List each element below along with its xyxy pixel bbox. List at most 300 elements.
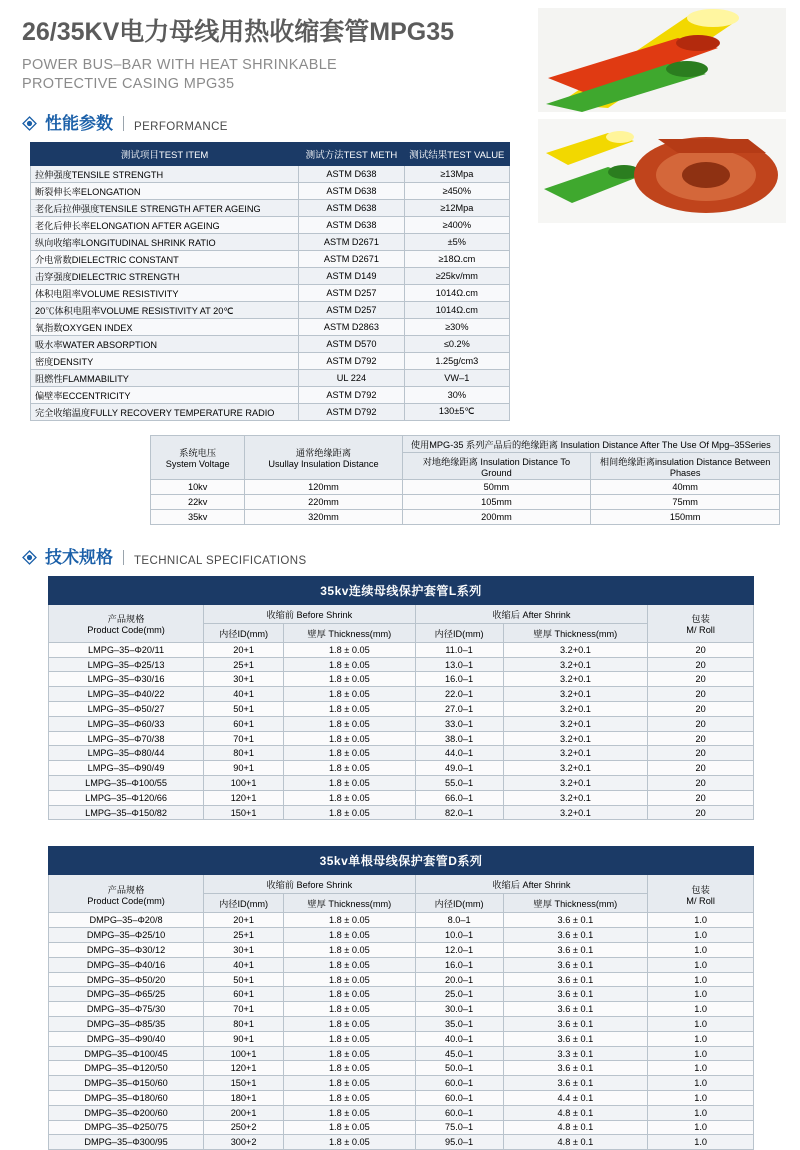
table-cell: 20 <box>648 746 754 761</box>
table-cell: 120mm <box>245 479 402 494</box>
table-cell: 35kv <box>151 509 245 524</box>
product-photo-tubes <box>538 8 786 112</box>
table-cell: ≤0.2% <box>404 335 509 352</box>
insu-header-usual: 通常绝缘距离 Usullay Insulation Distance <box>245 435 402 479</box>
table-cell: DMPG–35–Φ180/60 <box>49 1091 204 1106</box>
table-cell: 60+1 <box>204 716 284 731</box>
table-cell: 3.2+0.1 <box>503 805 648 820</box>
table-row <box>151 494 780 509</box>
table-cell: 30+1 <box>204 672 284 687</box>
table-cell: 49.0–1 <box>415 761 503 776</box>
table-cell: 3.2+0.1 <box>503 746 648 761</box>
spec-table-d-series <box>48 846 754 1150</box>
table-cell: 100+1 <box>204 1046 284 1061</box>
table-cell: 16.0–1 <box>415 957 503 972</box>
table-cell: 60.0–1 <box>415 1076 503 1091</box>
table-cell: 8.0–1 <box>415 913 503 928</box>
table-cell: 20 <box>648 776 754 791</box>
table-cell: 1.8 ± 0.05 <box>284 1091 415 1106</box>
table-row <box>49 642 754 657</box>
table-row <box>49 731 754 746</box>
table-row <box>31 369 510 386</box>
table-cell: 40+1 <box>204 687 284 702</box>
spec-d-sub-after-thk: 壁厚 Thickness(mm) <box>503 894 648 913</box>
table-cell: DMPG–35–Φ90/40 <box>49 1031 204 1046</box>
spec-l-banner: 35kv连续母线保护套管L系列 <box>49 576 754 604</box>
diamond-bullet-icon <box>22 550 37 565</box>
table-cell: 150+1 <box>204 1076 284 1091</box>
spec-l-sub-after-id: 内径ID(mm) <box>415 623 503 642</box>
table-cell: ≥18Ω.cm <box>404 250 509 267</box>
table-cell: 22.0–1 <box>415 687 503 702</box>
table-cell: 20+1 <box>204 642 284 657</box>
table-cell: 1.8 ± 0.05 <box>284 1031 415 1046</box>
insu-subheader-ground: 对地绝缘距离 Insulation Distance To Ground <box>402 452 591 479</box>
table-row <box>49 687 754 702</box>
table-cell: 20 <box>648 716 754 731</box>
table-cell: 老化后拉伸强度TENSILE STRENGTH AFTER AGEING <box>31 199 299 216</box>
table-cell: 1.8 ± 0.05 <box>284 913 415 928</box>
table-cell: 50mm <box>402 479 591 494</box>
spec-l-header-after: 收缩后 After Shrink <box>415 604 648 623</box>
table-cell: 3.2+0.1 <box>503 776 648 791</box>
table-cell: 10.0–1 <box>415 928 503 943</box>
table-cell: 3.2+0.1 <box>503 716 648 731</box>
table-row <box>31 301 510 318</box>
table-cell: 断裂伸长率ELONGATION <box>31 182 299 199</box>
table-cell: 50.0–1 <box>415 1061 503 1076</box>
performance-table <box>30 142 510 421</box>
product-photos <box>538 8 786 230</box>
heading-divider <box>123 550 124 565</box>
page-header <box>0 0 520 95</box>
table-cell: 3.2+0.1 <box>503 672 648 687</box>
table-row <box>31 165 510 182</box>
table-cell: 82.0–1 <box>415 805 503 820</box>
table-cell: DMPG–35–Φ40/16 <box>49 957 204 972</box>
insu-subheader-phases: 相间绝缘距离insulation Distance Between Phases <box>591 452 780 479</box>
table-row <box>49 1031 754 1046</box>
table-row <box>49 805 754 820</box>
table-cell: 纵向收缩率LONGITUDINAL SHRINK RATIO <box>31 233 299 250</box>
table-cell: 20 <box>648 761 754 776</box>
table-row <box>49 716 754 731</box>
table-cell: 105mm <box>402 494 591 509</box>
product-photo-rolls <box>538 119 786 223</box>
table-cell: 老化后伸长率ELONGATION AFTER AGEING <box>31 216 299 233</box>
table-cell: 介电常数DIELECTRIC CONSTANT <box>31 250 299 267</box>
table-cell: 偏壁率ECCENTRICITY <box>31 386 299 403</box>
table-row <box>31 335 510 352</box>
table-cell: ASTM D257 <box>299 301 404 318</box>
page-subtitle-line1: POWER BUS–BAR WITH HEAT SHRINKABLE <box>22 56 338 73</box>
table-cell: 1.8 ± 0.05 <box>284 716 415 731</box>
table-cell: 3.6 ± 0.1 <box>503 928 648 943</box>
table-cell: 25.0–1 <box>415 987 503 1002</box>
table-cell: DMPG–35–Φ200/60 <box>49 1105 204 1120</box>
table-cell: 1.0 <box>648 1120 754 1135</box>
table-row <box>49 972 754 987</box>
table-cell: 1.0 <box>648 1076 754 1091</box>
table-cell: 90+1 <box>204 761 284 776</box>
table-cell: 44.0–1 <box>415 746 503 761</box>
table-row <box>31 250 510 267</box>
spec-l-header-pack: 包装 M/ Roll <box>648 604 754 642</box>
table-cell: DMPG–35–Φ75/30 <box>49 1002 204 1017</box>
table-cell: ASTM D149 <box>299 267 404 284</box>
table-cell: 20℃体积电阻率VOLUME RESISTIVITY AT 20℃ <box>31 301 299 318</box>
table-cell: 1.8 ± 0.05 <box>284 805 415 820</box>
table-cell: 3.6 ± 0.1 <box>503 957 648 972</box>
spec-d-header-product: 产品规格 Product Code(mm) <box>49 875 204 913</box>
table-cell: 20 <box>648 702 754 717</box>
table-row <box>49 1105 754 1120</box>
section-technical-title-cn: 技术规格 <box>45 547 113 567</box>
table-cell: 90+1 <box>204 1031 284 1046</box>
spec-l-sub-before-id: 内径ID(mm) <box>204 623 284 642</box>
table-cell: 1.8 ± 0.05 <box>284 1135 415 1150</box>
table-cell: ≥13Mpa <box>404 165 509 182</box>
table-cell: 1.0 <box>648 1017 754 1032</box>
table-cell: 180+1 <box>204 1091 284 1106</box>
table-cell: 30.0–1 <box>415 1002 503 1017</box>
table-cell: 1.8 ± 0.05 <box>284 790 415 805</box>
table-cell: ASTM D2863 <box>299 318 404 335</box>
table-cell: 1.8 ± 0.05 <box>284 987 415 1002</box>
table-row <box>49 1091 754 1106</box>
table-cell: 3.6 ± 0.1 <box>503 943 648 958</box>
table-cell: ≥30% <box>404 318 509 335</box>
table-cell: ASTM D638 <box>299 165 404 182</box>
spec-l-header-before: 收缩前 Before Shrink <box>204 604 415 623</box>
table-row <box>49 1017 754 1032</box>
table-cell: 3.2+0.1 <box>503 657 648 672</box>
table-row <box>49 1120 754 1135</box>
table-cell: LMPG–35–Φ90/49 <box>49 761 204 776</box>
table-cell: 1.8 ± 0.05 <box>284 672 415 687</box>
table-row <box>49 1135 754 1150</box>
insu-header-group: 使用MPG-35 系列产品后的绝缘距离 Insulation Distance After The Use Of Mpg–35Series <box>402 435 779 452</box>
table-row <box>31 284 510 301</box>
table-cell: 70+1 <box>204 731 284 746</box>
insulation-distance-table <box>150 435 780 525</box>
table-cell: 3.6 ± 0.1 <box>503 1002 648 1017</box>
table-cell: 40mm <box>591 479 780 494</box>
page-title: 26/35KV电力母线用热收缩套管MPG35 <box>22 18 455 46</box>
table-row <box>49 957 754 972</box>
table-cell: 66.0–1 <box>415 790 503 805</box>
table-row <box>151 509 780 524</box>
table-row <box>31 199 510 216</box>
table-row <box>49 702 754 717</box>
heading-divider <box>123 116 124 131</box>
table-cell: 3.6 ± 0.1 <box>503 972 648 987</box>
table-row <box>49 928 754 943</box>
table-cell: LMPG–35–Φ80/44 <box>49 746 204 761</box>
table-row <box>49 1076 754 1091</box>
table-cell: 20 <box>648 657 754 672</box>
table-cell: 1.8 ± 0.05 <box>284 1120 415 1135</box>
table-cell: 120+1 <box>204 790 284 805</box>
table-cell: 4.8 ± 0.1 <box>503 1105 648 1120</box>
table-cell: 50+1 <box>204 972 284 987</box>
table-cell: VW–1 <box>404 369 509 386</box>
spec-d-header-before: 收缩前 Before Shrink <box>204 875 415 894</box>
section-technical-title-en: TECHNICAL SPECIFICATIONS <box>134 554 307 567</box>
table-cell: DMPG–35–Φ65/25 <box>49 987 204 1002</box>
section-performance-title-cn: 性能参数 <box>45 113 113 133</box>
table-cell: LMPG–35–Φ20/11 <box>49 642 204 657</box>
table-cell: 1014Ω.cm <box>404 301 509 318</box>
table-cell: 25+1 <box>204 657 284 672</box>
table-cell: ASTM D792 <box>299 352 404 369</box>
table-cell: 1.0 <box>648 1091 754 1106</box>
table-row <box>49 761 754 776</box>
spec-d-body <box>49 913 754 1150</box>
table-cell: 20 <box>648 731 754 746</box>
table-cell: 70+1 <box>204 1002 284 1017</box>
table-cell: 27.0–1 <box>415 702 503 717</box>
table-row <box>49 776 754 791</box>
table-cell: 1.8 ± 0.05 <box>284 1002 415 1017</box>
table-cell: 1.8 ± 0.05 <box>284 702 415 717</box>
rolls-illustration <box>538 119 786 223</box>
table-cell: 氧指数OXYGEN INDEX <box>31 318 299 335</box>
table-cell: 55.0–1 <box>415 776 503 791</box>
table-row <box>31 216 510 233</box>
perf-header-item: 测试项目TEST ITEM <box>31 142 299 165</box>
table-cell: 3.2+0.1 <box>503 702 648 717</box>
table-cell: 体积电阻率VOLUME RESISTIVITY <box>31 284 299 301</box>
spec-l-body <box>49 642 754 820</box>
table-cell: 拉伸强度TENSILE STRENGTH <box>31 165 299 182</box>
spec-d-sub-after-id: 内径ID(mm) <box>415 894 503 913</box>
table-cell: 3.2+0.1 <box>503 731 648 746</box>
table-cell: DMPG–35–Φ20/8 <box>49 913 204 928</box>
table-row <box>49 672 754 687</box>
table-cell: LMPG–35–Φ50/27 <box>49 702 204 717</box>
table-cell: DMPG–35–Φ300/95 <box>49 1135 204 1150</box>
table-row <box>49 790 754 805</box>
table-cell: 1.8 ± 0.05 <box>284 776 415 791</box>
table-row <box>49 1061 754 1076</box>
section-performance-title-en: PERFORMANCE <box>134 120 228 133</box>
table-cell: LMPG–35–Φ150/82 <box>49 805 204 820</box>
table-cell: 20 <box>648 687 754 702</box>
table-cell: LMPG–35–Φ120/66 <box>49 790 204 805</box>
table-cell: 10kv <box>151 479 245 494</box>
table-cell: 250+2 <box>204 1120 284 1135</box>
table-cell: ≥400% <box>404 216 509 233</box>
table-cell: 3.2+0.1 <box>503 790 648 805</box>
table-cell: 22kv <box>151 494 245 509</box>
table-row <box>31 403 510 420</box>
table-cell: DMPG–35–Φ25/10 <box>49 928 204 943</box>
spec-banner-row <box>49 847 754 875</box>
table-cell: LMPG–35–Φ25/13 <box>49 657 204 672</box>
diamond-bullet-icon <box>22 116 37 131</box>
spec-d-header-after: 收缩后 After Shrink <box>415 875 648 894</box>
table-cell: 1.8 ± 0.05 <box>284 1046 415 1061</box>
table-cell: DMPG–35–Φ30/12 <box>49 943 204 958</box>
table-cell: ASTM D638 <box>299 216 404 233</box>
table-cell: 3.3 ± 0.1 <box>503 1046 648 1061</box>
table-cell: 1.0 <box>648 1031 754 1046</box>
table-cell: 1.8 ± 0.05 <box>284 761 415 776</box>
table-row <box>49 943 754 958</box>
perf-header-method: 测试方法TEST METH <box>299 142 404 165</box>
table-row <box>31 318 510 335</box>
table-cell: 20 <box>648 790 754 805</box>
table-cell: 1014Ω.cm <box>404 284 509 301</box>
table-row <box>49 746 754 761</box>
table-cell: ASTM D638 <box>299 199 404 216</box>
table-cell: 75.0–1 <box>415 1120 503 1135</box>
table-cell: 50+1 <box>204 702 284 717</box>
table-row <box>49 1002 754 1017</box>
table-cell: 33.0–1 <box>415 716 503 731</box>
table-cell: 200mm <box>402 509 591 524</box>
table-cell: 1.8 ± 0.05 <box>284 642 415 657</box>
spec-d-sub-before-id: 内径ID(mm) <box>204 894 284 913</box>
table-cell: 80+1 <box>204 746 284 761</box>
table-cell: 阻燃性FLAMMABILITY <box>31 369 299 386</box>
spec-l-sub-after-thk: 壁厚 Thickness(mm) <box>503 623 648 642</box>
table-cell: 1.0 <box>648 987 754 1002</box>
table-cell: ≥25kv/mm <box>404 267 509 284</box>
table-cell: 220mm <box>245 494 402 509</box>
table-header-row <box>49 604 754 623</box>
table-cell: 16.0–1 <box>415 672 503 687</box>
table-cell: 1.0 <box>648 957 754 972</box>
table-cell: 1.8 ± 0.05 <box>284 972 415 987</box>
insu-header-voltage: 系统电压 System Voltage <box>151 435 245 479</box>
table-cell: 击穿强度DIELECTRIC STRENGTH <box>31 267 299 284</box>
spec-d-header-pack: 包装 M/ Roll <box>648 875 754 913</box>
table-cell: 1.8 ± 0.05 <box>284 746 415 761</box>
table-cell: ASTM D638 <box>299 182 404 199</box>
table-cell: 200+1 <box>204 1105 284 1120</box>
table-cell: DMPG–35–Φ50/20 <box>49 972 204 987</box>
table-cell: 60+1 <box>204 987 284 1002</box>
table-header-row <box>49 875 754 894</box>
table-header-row <box>151 435 780 452</box>
table-cell: 100+1 <box>204 776 284 791</box>
table-header-row <box>31 142 510 165</box>
table-row <box>49 987 754 1002</box>
table-cell: 1.0 <box>648 928 754 943</box>
table-cell: 320mm <box>245 509 402 524</box>
table-cell: ASTM D257 <box>299 284 404 301</box>
table-cell: 吸水率WATER ABSORPTION <box>31 335 299 352</box>
table-cell: ASTM D792 <box>299 403 404 420</box>
table-cell: 4.8 ± 0.1 <box>503 1135 648 1150</box>
table-cell: 11.0–1 <box>415 642 503 657</box>
table-cell: LMPG–35–Φ70/38 <box>49 731 204 746</box>
table-cell: UL 224 <box>299 369 404 386</box>
page-subtitle <box>22 56 520 95</box>
table-cell: LMPG–35–Φ40/22 <box>49 687 204 702</box>
table-cell: 3.6 ± 0.1 <box>503 1061 648 1076</box>
table-cell: ±5% <box>404 233 509 250</box>
table-cell: 1.0 <box>648 913 754 928</box>
table-cell: LMPG–35–Φ60/33 <box>49 716 204 731</box>
table-cell: 1.0 <box>648 1135 754 1150</box>
table-cell: 1.0 <box>648 1061 754 1076</box>
table-cell: 30+1 <box>204 943 284 958</box>
table-cell: 40+1 <box>204 957 284 972</box>
table-cell: 35.0–1 <box>415 1017 503 1032</box>
table-cell: 1.0 <box>648 972 754 987</box>
table-cell: 1.8 ± 0.05 <box>284 731 415 746</box>
table-cell: DMPG–35–Φ150/60 <box>49 1076 204 1091</box>
table-cell: 3.2+0.1 <box>503 642 648 657</box>
table-cell: 120+1 <box>204 1061 284 1076</box>
table-cell: ASTM D2671 <box>299 250 404 267</box>
table-row <box>31 267 510 284</box>
table-cell: 3.6 ± 0.1 <box>503 913 648 928</box>
table-cell: 150mm <box>591 509 780 524</box>
table-cell: 1.8 ± 0.05 <box>284 1105 415 1120</box>
table-cell: 60.0–1 <box>415 1091 503 1106</box>
table-cell: 20 <box>648 672 754 687</box>
table-cell: 60.0–1 <box>415 1105 503 1120</box>
table-cell: ≥12Mpa <box>404 199 509 216</box>
table-cell: 1.25g/cm3 <box>404 352 509 369</box>
spec-d-banner: 35kv单根母线保护套管D系列 <box>49 847 754 875</box>
table-cell: 25+1 <box>204 928 284 943</box>
table-row <box>31 233 510 250</box>
table-cell: DMPG–35–Φ120/50 <box>49 1061 204 1076</box>
page-subtitle-line2: PROTECTIVE CASING MPG35 <box>22 76 235 93</box>
table-cell: 80+1 <box>204 1017 284 1032</box>
table-cell: 1.0 <box>648 943 754 958</box>
table-cell: 4.8 ± 0.1 <box>503 1120 648 1135</box>
table-cell: 95.0–1 <box>415 1135 503 1150</box>
table-cell: 完全收缩温度FULLY RECOVERY TEMPERATURE RADIO <box>31 403 299 420</box>
table-row <box>49 1046 754 1061</box>
table-cell: 1.8 ± 0.05 <box>284 687 415 702</box>
table-cell: ASTM D792 <box>299 386 404 403</box>
table-cell: 密度DENSITY <box>31 352 299 369</box>
table-cell: 20.0–1 <box>415 972 503 987</box>
table-cell: 300+2 <box>204 1135 284 1150</box>
table-cell: 1.8 ± 0.05 <box>284 943 415 958</box>
table-cell: ASTM D2671 <box>299 233 404 250</box>
table-cell: 3.6 ± 0.1 <box>503 1017 648 1032</box>
table-row <box>31 386 510 403</box>
table-cell: 40.0–1 <box>415 1031 503 1046</box>
perf-header-value: 测试结果TEST VALUE <box>404 142 509 165</box>
table-cell: 20 <box>648 642 754 657</box>
table-cell: 1.8 ± 0.05 <box>284 657 415 672</box>
table-cell: 3.2+0.1 <box>503 687 648 702</box>
table-row <box>151 479 780 494</box>
table-cell: 38.0–1 <box>415 731 503 746</box>
table-cell: 1.8 ± 0.05 <box>284 1017 415 1032</box>
table-cell: 1.0 <box>648 1002 754 1017</box>
table-cell: 130±5℃ <box>404 403 509 420</box>
table-cell: 1.8 ± 0.05 <box>284 957 415 972</box>
table-cell: 1.0 <box>648 1105 754 1120</box>
spec-banner-row <box>49 576 754 604</box>
table-cell: DMPG–35–Φ85/35 <box>49 1017 204 1032</box>
table-cell: 1.8 ± 0.05 <box>284 1061 415 1076</box>
performance-table-body <box>31 165 510 420</box>
table-cell: 20 <box>648 805 754 820</box>
table-cell: 3.6 ± 0.1 <box>503 1076 648 1091</box>
spec-d-sub-before-thk: 壁厚 Thickness(mm) <box>284 894 415 913</box>
